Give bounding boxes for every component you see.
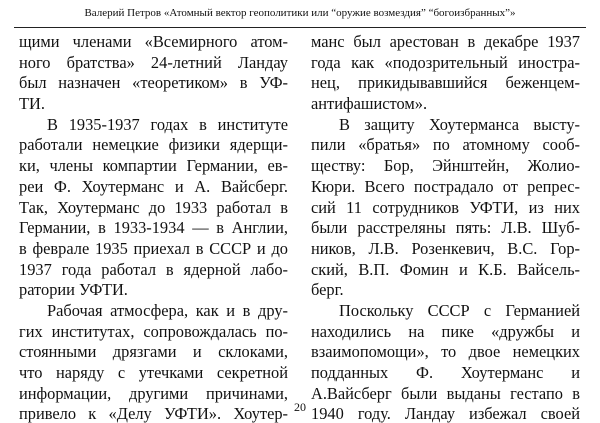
text-line: в феврале 1935 приехал в СССР и до — [19, 238, 288, 258]
running-header — [14, 5, 586, 28]
text-line: Кюри. Всего пострадало от репрес- — [311, 176, 580, 196]
text-line: щими членами «Всемирного атом- — [19, 32, 288, 51]
text-line: Так, Хоутерманс до 1933 работал в — [19, 197, 288, 217]
text-line: ратории УФТИ. — [19, 280, 128, 300]
text-line: ский, В.П. Фомин и К.Б. Вайсель- — [311, 259, 580, 279]
text-line: манс был арестован в декабре 1937 — [311, 32, 580, 51]
text-line: ществу: Бор, Эйнштейн, Жолио- — [311, 156, 580, 176]
text-line: пили «братья» по атомному сооб- — [311, 135, 580, 155]
running-title: Валерий Петров «Атомный вектор геополитики или “оружие возмездия” “богоизбранных”» — [84, 7, 516, 19]
text-column-right — [311, 32, 580, 423]
text-line: находились на пике «дружбы и — [311, 321, 580, 341]
text-column-left — [19, 32, 288, 423]
text-line: был назначен «теоретиком» в УФ- — [19, 73, 288, 93]
text-line: привело к «Делу УФТИ». Хоутер- — [19, 404, 288, 423]
text-line: гих институтах, сопровождалась по- — [19, 321, 288, 341]
text-line: реи Ф. Хоутерманс и А. Вайсберг. — [19, 176, 288, 196]
text-line: ки, члены компартии Германии, ев- — [19, 156, 288, 176]
text-line: ного братства» 24-летний Ландау — [19, 52, 288, 72]
text-line: были расстреляны пять: Л.В. Шуб- — [311, 218, 580, 238]
text-line: года как «подозрительный иностра- — [311, 52, 580, 72]
text-line: А.Вайсберг были выданы гестапо в — [311, 383, 580, 403]
text-line: Рабочая атмосфера, как и в дру- — [47, 300, 288, 320]
text-line: Поскольку СССР с Германией — [339, 300, 580, 320]
text-line: В защиту Хоутерманса высту- — [339, 114, 580, 134]
text-line: 1937 года работал в ядерной лабо- — [19, 259, 288, 279]
text-line: сий 11 сотрудников УФТИ, из них — [311, 197, 580, 217]
text-line: Германии, в 1933-1934 — в Англии, — [19, 218, 288, 238]
text-line: нец, прикидывавшийся беженцем- — [311, 73, 580, 93]
text-line: что наряду с утечками секретной — [19, 363, 288, 382]
text-line: антифашистом». — [311, 94, 428, 114]
text-line: 1940 году. Ландау избежал своей — [311, 404, 580, 423]
page-number: 20 — [294, 400, 306, 414]
text-line: взаимопомощи», то двое немецких — [311, 342, 580, 362]
text-line: подданных Ф. Хоутерманс и — [311, 363, 580, 382]
text-line: работали немецкие физики ядерщи- — [19, 135, 288, 155]
text-line: ников, Л.В. Розенкевич, В.С. Гор- — [311, 238, 580, 258]
text-line: информации, другими причинами, — [19, 383, 288, 403]
text-line: стоянными дрязгами и склоками, — [19, 342, 288, 362]
text-line: В 1935-1937 годах в институте — [47, 114, 288, 134]
text-line: ТИ. — [19, 94, 45, 114]
text-line: берг. — [311, 280, 344, 300]
